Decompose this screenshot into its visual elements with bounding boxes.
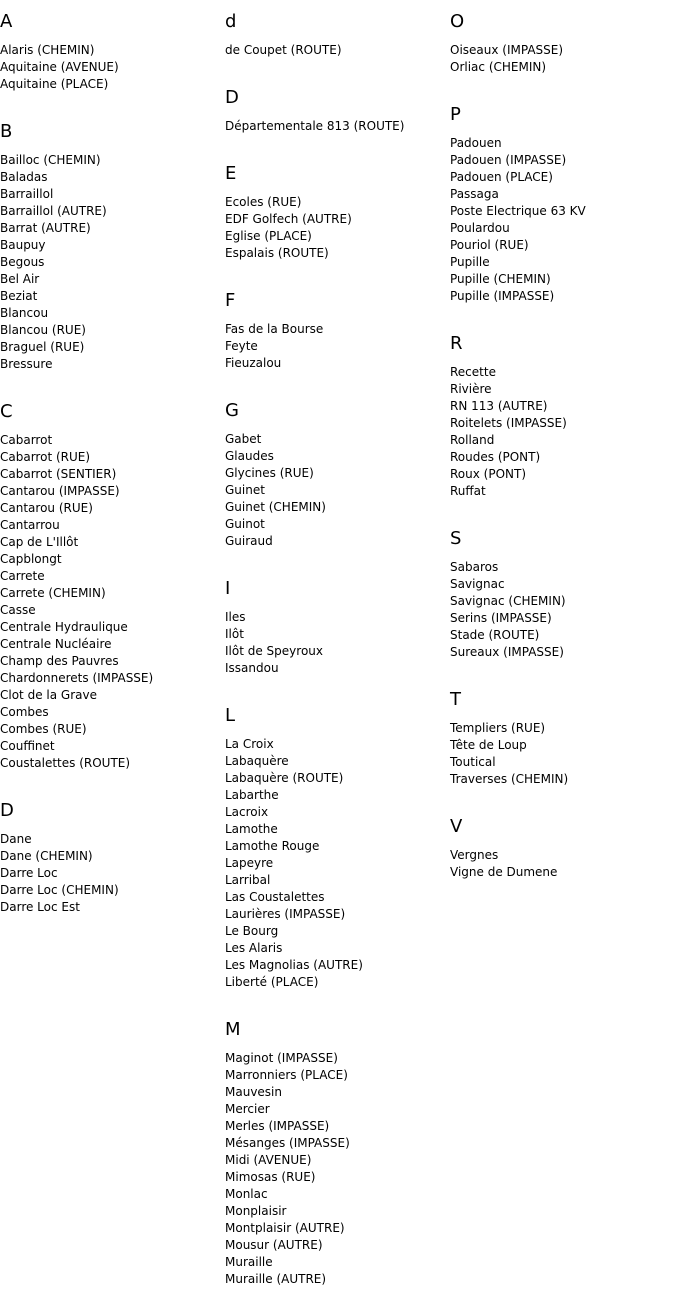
street-link[interactable]: Vigne de Dumene — [450, 865, 558, 879]
street-link[interactable]: Orliac (CHEMIN) — [450, 60, 547, 74]
letter-section — [225, 87, 445, 152]
letter-section — [450, 689, 670, 805]
street-link[interactable]: Coustalettes (ROUTE) — [0, 756, 131, 770]
street-link[interactable]: Recette — [450, 365, 496, 379]
street-list — [225, 42, 445, 59]
street-link[interactable]: Bel Air — [0, 272, 40, 286]
letter-heading: T — [450, 689, 461, 710]
street-link[interactable]: Guiraud — [225, 534, 273, 548]
street-list — [225, 736, 445, 991]
street-link[interactable]: Blancou (RUE) — [0, 323, 86, 337]
street-link[interactable]: Les Magnolias (AUTRE) — [225, 958, 363, 972]
letter-heading: L — [225, 705, 236, 726]
letter-section — [225, 1019, 445, 1305]
letter-section — [225, 705, 445, 1008]
street-link[interactable]: Sureaux (IMPASSE) — [450, 645, 564, 659]
street-link[interactable]: Mousur (AUTRE) — [225, 1238, 323, 1252]
street-link[interactable]: Les Alaris — [225, 941, 283, 955]
street-link[interactable]: Las Coustalettes — [225, 890, 325, 904]
street-link[interactable]: Begous — [0, 255, 45, 269]
street-list — [450, 847, 670, 881]
street-link[interactable]: Glaudes — [225, 449, 274, 463]
street-link[interactable]: Muraille — [225, 1255, 273, 1269]
street-list — [225, 431, 445, 550]
letter-heading: I — [225, 578, 231, 599]
letter-section — [225, 290, 445, 389]
street-link[interactable]: Centrale Nucléaire — [0, 637, 112, 651]
street-link[interactable]: Blancou — [0, 306, 49, 320]
letter-heading: O — [450, 11, 465, 32]
street-link[interactable]: Barrat (AUTRE) — [0, 221, 91, 235]
letter-heading: E — [225, 163, 237, 184]
street-link[interactable]: Alaris (CHEMIN) — [0, 43, 95, 57]
street-link[interactable]: Rivière — [450, 382, 492, 396]
letter-heading: d — [225, 11, 237, 32]
street-link[interactable]: Dane (CHEMIN) — [0, 849, 93, 863]
street-list — [450, 364, 670, 500]
street-link[interactable]: Guinot — [225, 517, 265, 531]
street-link[interactable]: Monplaisir — [225, 1204, 287, 1218]
street-link[interactable]: Braguel (RUE) — [0, 340, 85, 354]
street-list — [450, 559, 670, 661]
street-link[interactable]: Laurières (IMPASSE) — [225, 907, 346, 921]
letter-heading: D — [0, 800, 14, 821]
street-link[interactable]: Baladas — [0, 170, 48, 184]
street-list — [225, 1050, 445, 1288]
street-link[interactable]: Darre Loc Est — [0, 900, 80, 914]
street-link[interactable]: Roitelets (IMPASSE) — [450, 416, 567, 430]
street-link[interactable]: Mauvesin — [225, 1085, 282, 1099]
street-list — [0, 831, 220, 916]
street-link[interactable]: Rolland — [450, 433, 495, 447]
letter-section — [450, 528, 670, 678]
street-index-column-2 — [225, 0, 445, 1305]
street-link[interactable]: La Croix — [225, 737, 274, 751]
street-link[interactable]: Savignac (CHEMIN) — [450, 594, 566, 608]
street-link[interactable]: Dane — [0, 832, 32, 846]
letter-heading: V — [450, 816, 463, 837]
letter-heading: P — [450, 104, 461, 125]
street-list — [450, 720, 670, 788]
letter-heading: D — [225, 87, 239, 108]
street-link[interactable]: Guinet (CHEMIN) — [225, 500, 326, 514]
street-link[interactable]: Cantarou (RUE) — [0, 501, 93, 515]
street-link[interactable]: Cantarrou — [0, 518, 60, 532]
street-link[interactable]: Savignac — [450, 577, 505, 591]
street-link[interactable]: Labaquère — [225, 754, 289, 768]
street-link[interactable]: Combes (RUE) — [0, 722, 87, 736]
letter-section — [450, 816, 670, 898]
letter-section — [0, 121, 220, 390]
street-link[interactable]: Stade (ROUTE) — [450, 628, 540, 642]
street-link[interactable]: Montplaisir (AUTRE) — [225, 1221, 345, 1235]
street-link[interactable]: de Coupet (ROUTE) — [225, 43, 342, 57]
street-link[interactable]: Darre Loc — [0, 866, 58, 880]
street-link[interactable]: Maginot (IMPASSE) — [225, 1051, 338, 1065]
street-list — [0, 432, 220, 772]
street-link[interactable]: Cabarrot (SENTIER) — [0, 467, 117, 481]
street-link[interactable]: Guinet — [225, 483, 265, 497]
street-link[interactable]: Capblongt — [0, 552, 62, 566]
street-link[interactable]: Clot de la Grave — [0, 688, 97, 702]
street-link[interactable]: Lacroix — [225, 805, 269, 819]
street-list — [450, 135, 670, 305]
letter-heading: A — [0, 11, 13, 32]
street-link[interactable]: Espalais (ROUTE) — [225, 246, 329, 260]
street-list — [225, 118, 445, 135]
street-link[interactable]: Feyte — [225, 339, 258, 353]
street-link[interactable]: Aquitaine (AVENUE) — [0, 60, 119, 74]
street-link[interactable]: Vergnes — [450, 848, 499, 862]
letter-heading: R — [450, 333, 463, 354]
street-link[interactable]: Labaquère (ROUTE) — [225, 771, 344, 785]
street-link[interactable]: Midi (AVENUE) — [225, 1153, 312, 1167]
street-link[interactable]: Ilôt de Speyroux — [225, 644, 323, 658]
street-link[interactable]: Padouen (PLACE) — [450, 170, 553, 184]
street-link[interactable]: Gabet — [225, 432, 262, 446]
street-link[interactable]: Iles — [225, 610, 246, 624]
street-list — [0, 42, 220, 93]
street-link[interactable]: Chardonnerets (IMPASSE) — [0, 671, 154, 685]
letter-section — [225, 163, 445, 279]
street-link[interactable]: Marronniers (PLACE) — [225, 1068, 348, 1082]
street-link[interactable]: Monlac — [225, 1187, 268, 1201]
street-link[interactable]: Couffinet — [0, 739, 55, 753]
street-link[interactable]: Cap de L'Illôt — [0, 535, 79, 549]
street-link[interactable]: Larribal — [225, 873, 271, 887]
street-link[interactable]: Mercier — [225, 1102, 270, 1116]
street-link[interactable]: Carrete — [0, 569, 45, 583]
street-link[interactable]: Ecoles (RUE) — [225, 195, 302, 209]
street-link[interactable]: Toutical — [450, 755, 496, 769]
street-link[interactable]: Cantarou (IMPASSE) — [0, 484, 120, 498]
street-link[interactable]: Padouen — [450, 136, 502, 150]
street-link[interactable]: Serins (IMPASSE) — [450, 611, 552, 625]
street-link[interactable]: Templiers (RUE) — [450, 721, 546, 735]
street-link[interactable]: Barraillol (AUTRE) — [0, 204, 107, 218]
street-link[interactable]: Mésanges (IMPASSE) — [225, 1136, 350, 1150]
letter-section — [450, 11, 670, 93]
street-list — [0, 152, 220, 373]
street-link[interactable]: Issandou — [225, 661, 279, 675]
letter-heading: F — [225, 290, 236, 311]
street-link[interactable]: Oiseaux (IMPASSE) — [450, 43, 564, 57]
street-link[interactable]: Bressure — [0, 357, 53, 371]
street-link[interactable]: Traverses (CHEMIN) — [450, 772, 569, 786]
street-link[interactable]: Centrale Hydraulique — [0, 620, 128, 634]
street-link[interactable]: Beziat — [0, 289, 38, 303]
street-link[interactable]: RN 113 (AUTRE) — [450, 399, 548, 413]
letter-heading: M — [225, 1019, 241, 1040]
street-link[interactable]: Bailloc (CHEMIN) — [0, 153, 101, 167]
street-link[interactable]: Casse — [0, 603, 36, 617]
street-link[interactable]: Poulardou — [450, 221, 510, 235]
street-link[interactable]: Pupille (IMPASSE) — [450, 289, 555, 303]
street-list — [225, 321, 445, 372]
street-index-column-1 — [0, 0, 220, 933]
street-link[interactable]: EDF Golfech (AUTRE) — [225, 212, 352, 226]
street-link[interactable]: Cabarrot (RUE) — [0, 450, 91, 464]
street-link[interactable]: Lamothe Rouge — [225, 839, 320, 853]
letter-section — [225, 578, 445, 694]
letter-section — [0, 11, 220, 110]
street-link[interactable]: Sabaros — [450, 560, 499, 574]
street-link[interactable]: Le Bourg — [225, 924, 279, 938]
street-link[interactable]: Combes — [0, 705, 49, 719]
street-link[interactable]: Baupuy — [0, 238, 46, 252]
street-link[interactable]: Darre Loc (CHEMIN) — [0, 883, 119, 897]
street-list — [225, 194, 445, 262]
letter-heading: S — [450, 528, 462, 549]
street-link[interactable]: Liberté (PLACE) — [225, 975, 319, 989]
street-link[interactable]: Cabarrot — [0, 433, 53, 447]
street-link[interactable]: Mimosas (RUE) — [225, 1170, 316, 1184]
letter-section — [450, 333, 670, 517]
street-link[interactable]: Eglise (PLACE) — [225, 229, 312, 243]
street-link[interactable]: Tête de Loup — [450, 738, 527, 752]
street-link[interactable]: Pupille — [450, 255, 490, 269]
letter-heading: B — [0, 121, 13, 142]
street-link[interactable]: Départementale 813 (ROUTE) — [225, 119, 405, 133]
street-link[interactable]: Ilôt — [225, 627, 244, 641]
letter-section — [450, 104, 670, 322]
street-link[interactable]: Ruffat — [450, 484, 486, 498]
street-link[interactable]: Fieuzalou — [225, 356, 282, 370]
street-link[interactable]: Champ des Pauvres — [0, 654, 119, 668]
street-link[interactable]: Aquitaine (PLACE) — [0, 77, 109, 91]
street-index-column-3 — [450, 0, 670, 898]
street-link[interactable]: Roudes (PONT) — [450, 450, 541, 464]
street-link[interactable]: Muraille (AUTRE) — [225, 1272, 327, 1286]
street-link[interactable]: Fas de la Bourse — [225, 322, 324, 336]
street-link[interactable]: Poste Electrique 63 KV — [450, 204, 586, 218]
street-link[interactable]: Lapeyre — [225, 856, 274, 870]
street-list — [225, 609, 445, 677]
street-link[interactable]: Carrete (CHEMIN) — [0, 586, 106, 600]
letter-heading: C — [0, 401, 13, 422]
letter-section — [225, 11, 445, 76]
street-list — [450, 42, 670, 76]
street-link[interactable]: Roux (PONT) — [450, 467, 527, 481]
street-link[interactable]: Lamothe — [225, 822, 278, 836]
letter-section — [225, 400, 445, 567]
street-link[interactable]: Barraillol — [0, 187, 54, 201]
letter-section — [0, 401, 220, 789]
street-link[interactable]: Pouriol (RUE) — [450, 238, 529, 252]
street-link[interactable]: Labarthe — [225, 788, 279, 802]
street-link[interactable]: Pupille (CHEMIN) — [450, 272, 551, 286]
street-link[interactable]: Glycines (RUE) — [225, 466, 314, 480]
street-link[interactable]: Passaga — [450, 187, 499, 201]
street-link[interactable]: Merles (IMPASSE) — [225, 1119, 330, 1133]
letter-section — [0, 800, 220, 933]
letter-heading: G — [225, 400, 239, 421]
street-link[interactable]: Padouen (IMPASSE) — [450, 153, 567, 167]
